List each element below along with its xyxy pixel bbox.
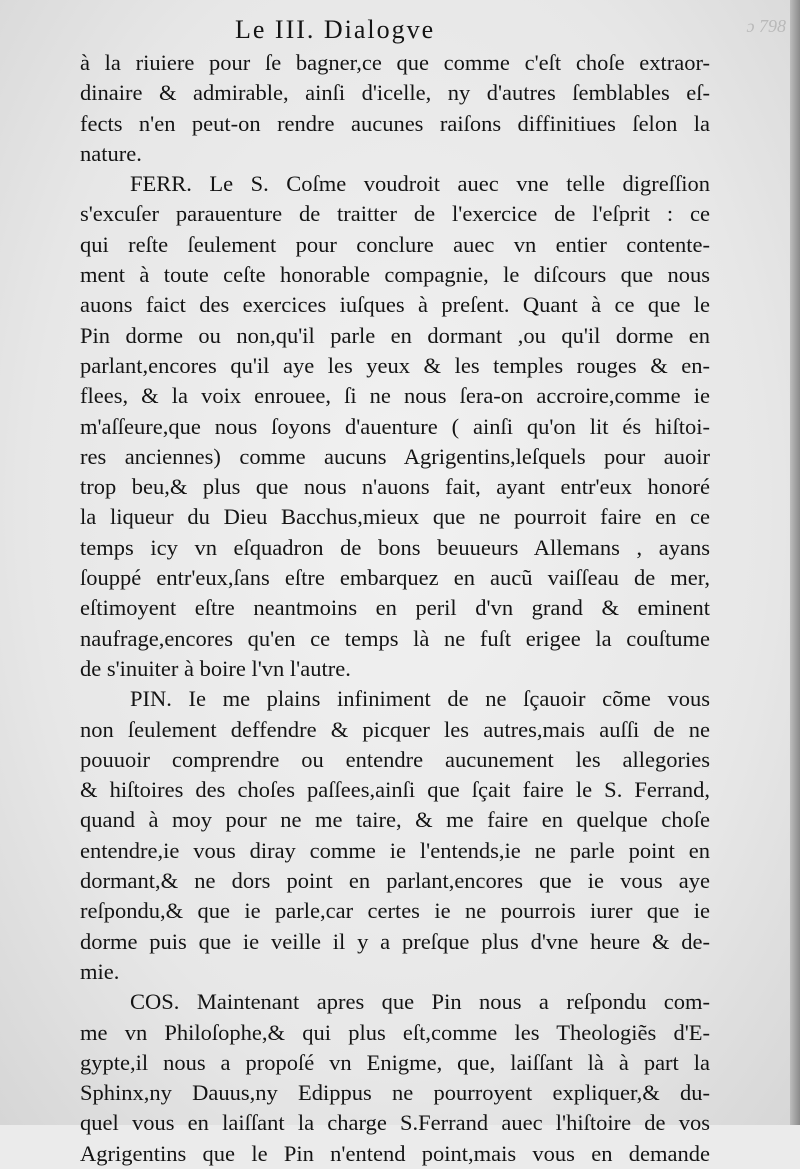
text-line: s'excuſer parauenture de traitter de l'exercice de l'eſprit : ce [80, 201, 710, 227]
text-line: quand à moy pour ne me taire, & me faire en quelque choſe [80, 807, 710, 833]
text-line: non ſeulement deffendre & picquer les autres,mais auſſi de ne [80, 716, 710, 742]
text-line: fects n'en peut-on rendre aucunes raiſons diffinitiues ſelon la [80, 110, 710, 136]
text-line: auons faict des exercices iuſques à preſent. Quant à ce que le [80, 292, 710, 318]
text-line: Sphinx,ny Dauus,ny Edippus ne pourroyent expliquer,& du- [80, 1080, 710, 1106]
text-line: mie. [80, 958, 120, 984]
page-edge-shadow [790, 0, 800, 1125]
text-line: pouuoir comprendre ou entendre aucunement les allegories [80, 746, 710, 772]
text-line: entendre,ie vous diray comme ie l'entends,ie ne parle point en [80, 837, 710, 863]
text-line: parlant,encores qu'il aye les yeux & les temples rouges & en- [80, 352, 710, 378]
text-line: flees, & la voix enrouee, ſi ne nous ſera-on accroire,comme ie [80, 383, 710, 409]
text-line: & hiſtoires des choſes paſſees,ainſi que ſçait faire le S. Ferrand, [80, 777, 710, 803]
text-line: gypte,il nous a propoſé vn Enigme, que, laiſſant là à part la [80, 1049, 710, 1075]
text-line: à la riuiere pour ſe bagner,ce que comme c'eſt choſe extraor- [80, 50, 710, 75]
text-line-speaker-cos: COS. Maintenant apres que Pin nous a reſpondu com- [130, 989, 710, 1015]
text-line-speaker-pin: PIN. Ie me plains infiniment de ne ſçauoir cõme vous [130, 686, 710, 712]
text-line: dorme puis que ie veille il y a preſque plus d'vne heure & de- [80, 928, 710, 954]
bleed-through-text: ɔ 798 [746, 16, 786, 36]
body-text [80, 48, 710, 1169]
text-line: temps icy vn eſquadron de bons beuueurs Allemans , ayans [80, 534, 710, 560]
text-line: Agrigentins que le Pin n'entend point,mais vous en demande [80, 1140, 710, 1166]
text-line: dinaire & admirable, ainſi d'icelle, ny d'autres ſemblables eſ- [80, 80, 710, 106]
text-line: la liqueur du Dieu Bacchus,mieux que ne pourroit faire en ce [80, 504, 710, 530]
text-line: ment à toute ceſte honorable compagnie, le diſcours que nous [80, 262, 710, 288]
text-line: nature. [80, 140, 142, 166]
text-line: res anciennes) comme aucuns Agrigentins,leſquels pour auoir [80, 443, 710, 469]
running-header: Le III. Dialogve [235, 15, 436, 44]
text-line: quel vous en laiſſant la charge S.Ferrand auec l'hiſtoire de vos [80, 1110, 710, 1136]
text-line: dormant,& ne dors point en parlant,encores que ie vous aye [80, 868, 710, 894]
text-line: Pin dorme ou non,qu'il parle en dormant ,ou qu'il dorme en [80, 322, 710, 348]
text-line-speaker-ferr: FERR. Le S. Coſme voudroit auec vne telle digreſſion [130, 171, 710, 197]
text-line: ſouppé entr'eux,ſans eſtre embarquez en aucũ vaiſſeau de mer, [80, 565, 710, 591]
text-line: reſpondu,& que ie parle,car certes ie ne pourrois iurer que ie [80, 898, 710, 924]
text-line: de s'inuiter à boire l'vn l'autre. [80, 655, 351, 681]
text-line: me vn Philoſophe,& qui plus eſt,comme les Theologiẽs d'E- [80, 1019, 710, 1045]
text-line: qui reſte ſeulement pour conclure auec vn entier contente- [80, 231, 710, 257]
text-line: trop beu,& plus que nous n'auons fait, ayant entr'eux honoré [80, 474, 710, 500]
text-line: m'aſſeure,que nous ſoyons d'auenture ( ainſi qu'on lit és hiſtoi- [80, 413, 710, 439]
text-line: naufrage,encores qu'en ce temps là ne fuſt erigee la couſtume [80, 625, 710, 651]
text-line: eſtimoyent eſtre neantmoins en peril d'vn grand & eminent [80, 595, 710, 621]
